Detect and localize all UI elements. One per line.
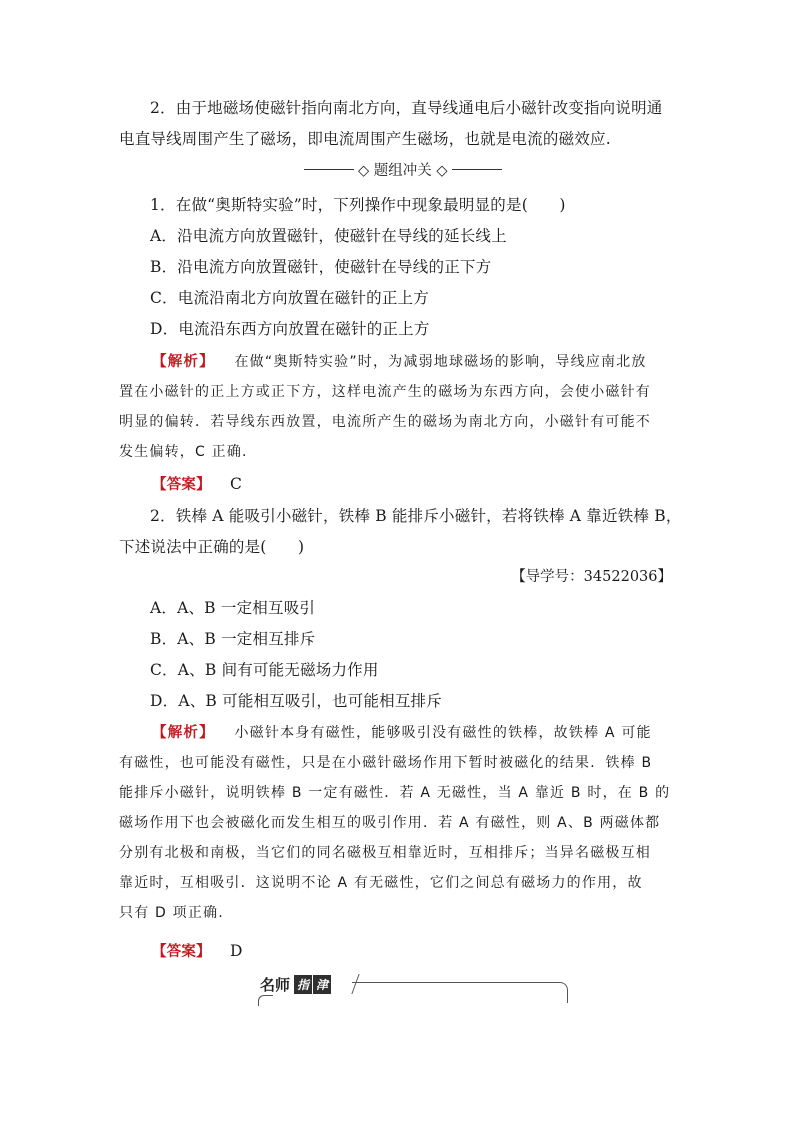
teacher-guide-badge xyxy=(260,973,331,995)
q1-explanation-line-2: 置在小磁针的正上方或正下方，这样电流产生的磁场为东西方向，会使小磁针有 xyxy=(119,384,651,400)
q1-option-b: B．沿电流方向放置磁针，使磁针在导线的正下方 xyxy=(150,258,492,276)
q2-explanation-line-5: 分别有北极和南极，当它们的同名磁极互相靠近时，互相排斥；当异名磁极互相 xyxy=(119,845,651,861)
q2-answer: D xyxy=(229,942,243,960)
q2-answer-line xyxy=(152,941,243,962)
q1-answer-line xyxy=(152,474,242,495)
q2-explanation-line-3: 能排斥小磁针，说明铁棒 B 一定有磁性．若 A 无磁性，当 A 靠近 B 时，在 B 的 xyxy=(119,785,671,801)
q1-option-c: C．电流沿南北方向放置在磁针的正上方 xyxy=(150,289,429,307)
q2-explanation-line-2: 有磁性，也可能没有磁性，只是在小磁针磁场作用下暂时被磁化的结果．铁棒 B xyxy=(119,755,653,771)
q2-option-d: D．A、B 可能相互吸引，也可能相互排斥 xyxy=(150,692,442,710)
q1-explanation-line-4: 发生偏转，C 正确. xyxy=(119,444,248,460)
badge-box-2: 津 xyxy=(313,975,331,994)
badge-frame-right xyxy=(352,982,568,1003)
q2-option-a: A．A、B 一定相互吸引 xyxy=(150,599,316,617)
q2-explanation-line-4: 磁场作用下也会被磁化而发生相互的吸引作用．若 A 有磁性，则 A、B 两磁体都 xyxy=(119,815,661,831)
header-rule-right xyxy=(452,169,502,170)
section-title: ◇ 题组冲关 ◇ xyxy=(358,163,448,179)
q1-option-a: A．沿电流方向放置磁针，使磁针在导线的延长线上 xyxy=(150,227,507,245)
q1-answer: C xyxy=(229,475,243,493)
q1-answer-tag: 【答案】 xyxy=(152,477,211,493)
q1-explain-tag: 【解析】 xyxy=(152,354,215,370)
header-rule-left xyxy=(304,169,354,170)
q2-explanation-line-1 xyxy=(152,723,652,743)
badge-frame-left xyxy=(258,995,273,1006)
section-header xyxy=(300,159,506,180)
q2-option-c: C．A、B 间有可能无磁场力作用 xyxy=(150,661,379,679)
q2-explanation-line-7: 只有 D 项正确. xyxy=(119,905,224,921)
q2-option-b: B．A、B 一定相互排斥 xyxy=(150,630,316,648)
q2-explanation-line-6: 靠近时，互相吸引．这说明不论 A 有无磁性，它们之间总有磁场力的作用，故 xyxy=(119,875,643,891)
q2-stem-line-2: 下述说法中正确的是( ) xyxy=(119,538,305,556)
badge-label: 名师 xyxy=(260,975,291,994)
q2-answer-tag: 【答案】 xyxy=(152,944,211,960)
q1-stem: 1．在做“奥斯特实验”时，下列操作中现象最明显的是( ) xyxy=(150,196,566,214)
intro-line-2: 电直导线周围产生了磁场，即电流周围产生磁场，也就是电流的磁效应. xyxy=(119,130,611,148)
q1-explanation-line-3: 明显的偏转．若导线东西放置，电流所产生的磁场为南北方向，小磁针有可能不 xyxy=(119,414,651,430)
q2-explain-text-1: 小磁针本身有磁性，能够吸引没有磁性的铁棒，故铁棒 A 可能 xyxy=(234,725,652,741)
q2-stem-line-1: 2．铁棒 A 能吸引小磁针，铁棒 B 能排斥小磁针，若将铁棒 A 靠近铁棒 B， xyxy=(150,507,682,525)
intro-line-1: 2．由于地磁场使磁针指向南北方向，直导线通电后小磁针改变指向说明通 xyxy=(150,99,663,117)
q1-explain-text-1: 在做“奥斯特实验”时，为减弱地球磁场的影响，导线应南北放 xyxy=(234,354,647,370)
q2-explain-tag: 【解析】 xyxy=(152,725,215,741)
q1-explanation-line-1 xyxy=(152,352,647,372)
guide-number: 【导学号：34522036】 xyxy=(511,569,672,585)
q1-option-d: D．电流沿东西方向放置在磁针的正上方 xyxy=(150,320,430,338)
badge-box-1: 指 xyxy=(294,975,312,994)
